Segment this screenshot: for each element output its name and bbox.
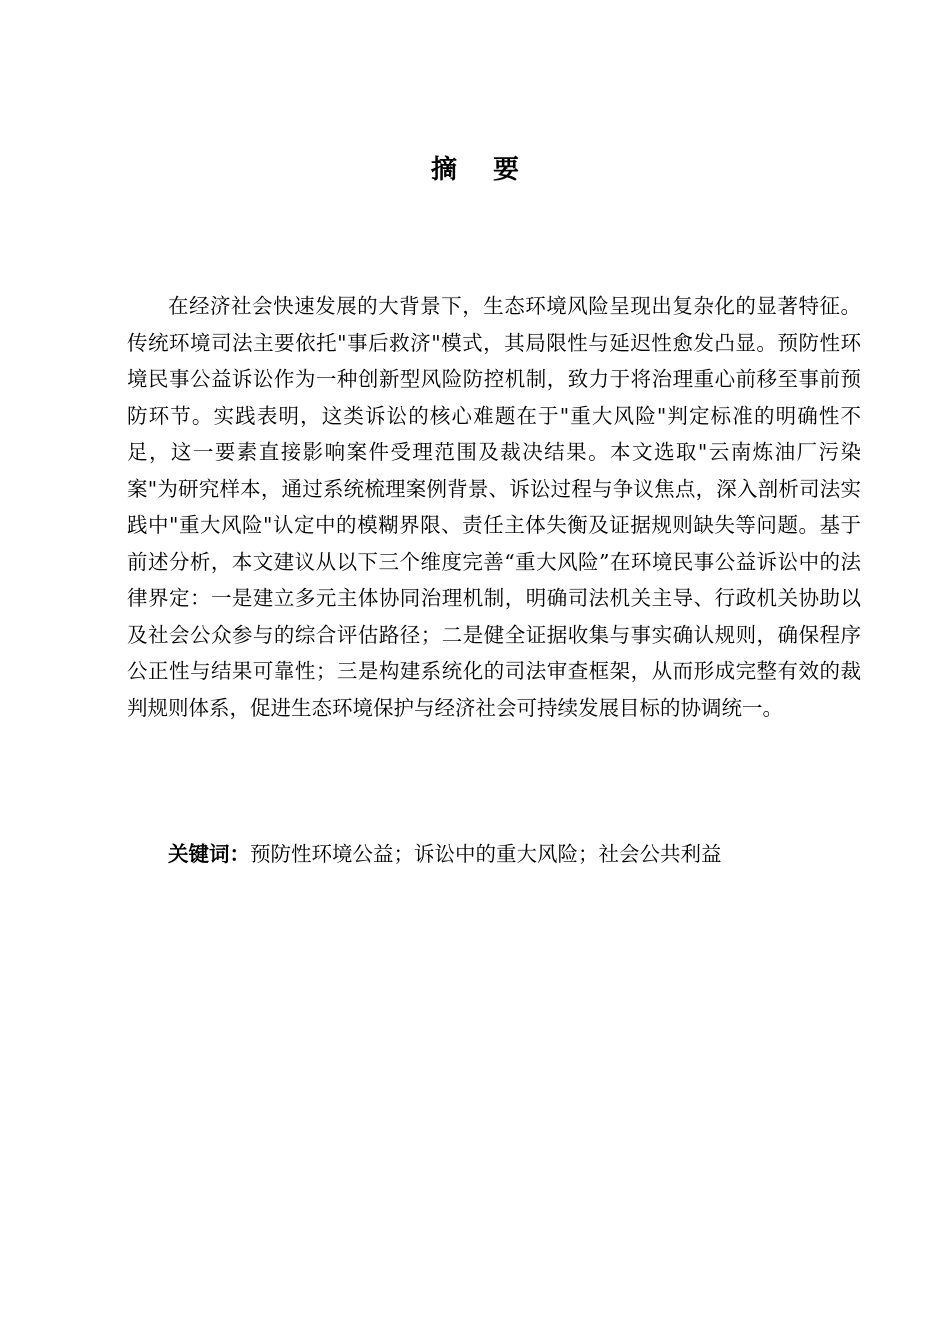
keywords-label: 关键词： bbox=[168, 842, 250, 866]
keywords-text: 预防性环境公益；诉讼中的重大风险；社会公共利益 bbox=[250, 842, 722, 866]
title-char-2: 要 bbox=[493, 155, 520, 185]
page-title bbox=[0, 150, 950, 190]
keywords-line bbox=[127, 836, 861, 872]
abstract-paragraph: 在经济社会快速发展的大背景下，生态环境风险呈现出复杂化的显著特征。传统环境司法主要依托"事后救济"模式，其局限性与延迟性愈发凸显。预防性环境民事公益诉讼作为一种创新型风险防控机制，致力于将治理重心前移至事前预防环节。实践表明，这类诉讼的核心难题在于"重大风险"判定标准的明确性不足，这一要素直接影响案件受理范围及裁决结果。本文选取"云南炼油厂污染案"为研究样本，通过系统梳理案例背景、诉讼过程与争议焦点，深入剖析司法实践中"重大风险"认定中的模糊界限、责任主体失衡及证据规则缺失等问题。基于前述分析，本文建议从以下三个维度完善“重大风险”在环境民事公益诉讼中的法律界定：一是建立多元主体协同治理机制，明确司法机关主导、行政机关协助以及社会公众参与的综合评估路径；二是健全证据收集与事实确认规则，确保程序公正性与结果可靠性；三是构建系统化的司法审查框架，从而形成完整有效的裁判规则体系，促进生态环境保护与经济社会可持续发展目标的协调统一。 bbox=[127, 294, 861, 720]
title-char-1: 摘 bbox=[430, 155, 457, 185]
